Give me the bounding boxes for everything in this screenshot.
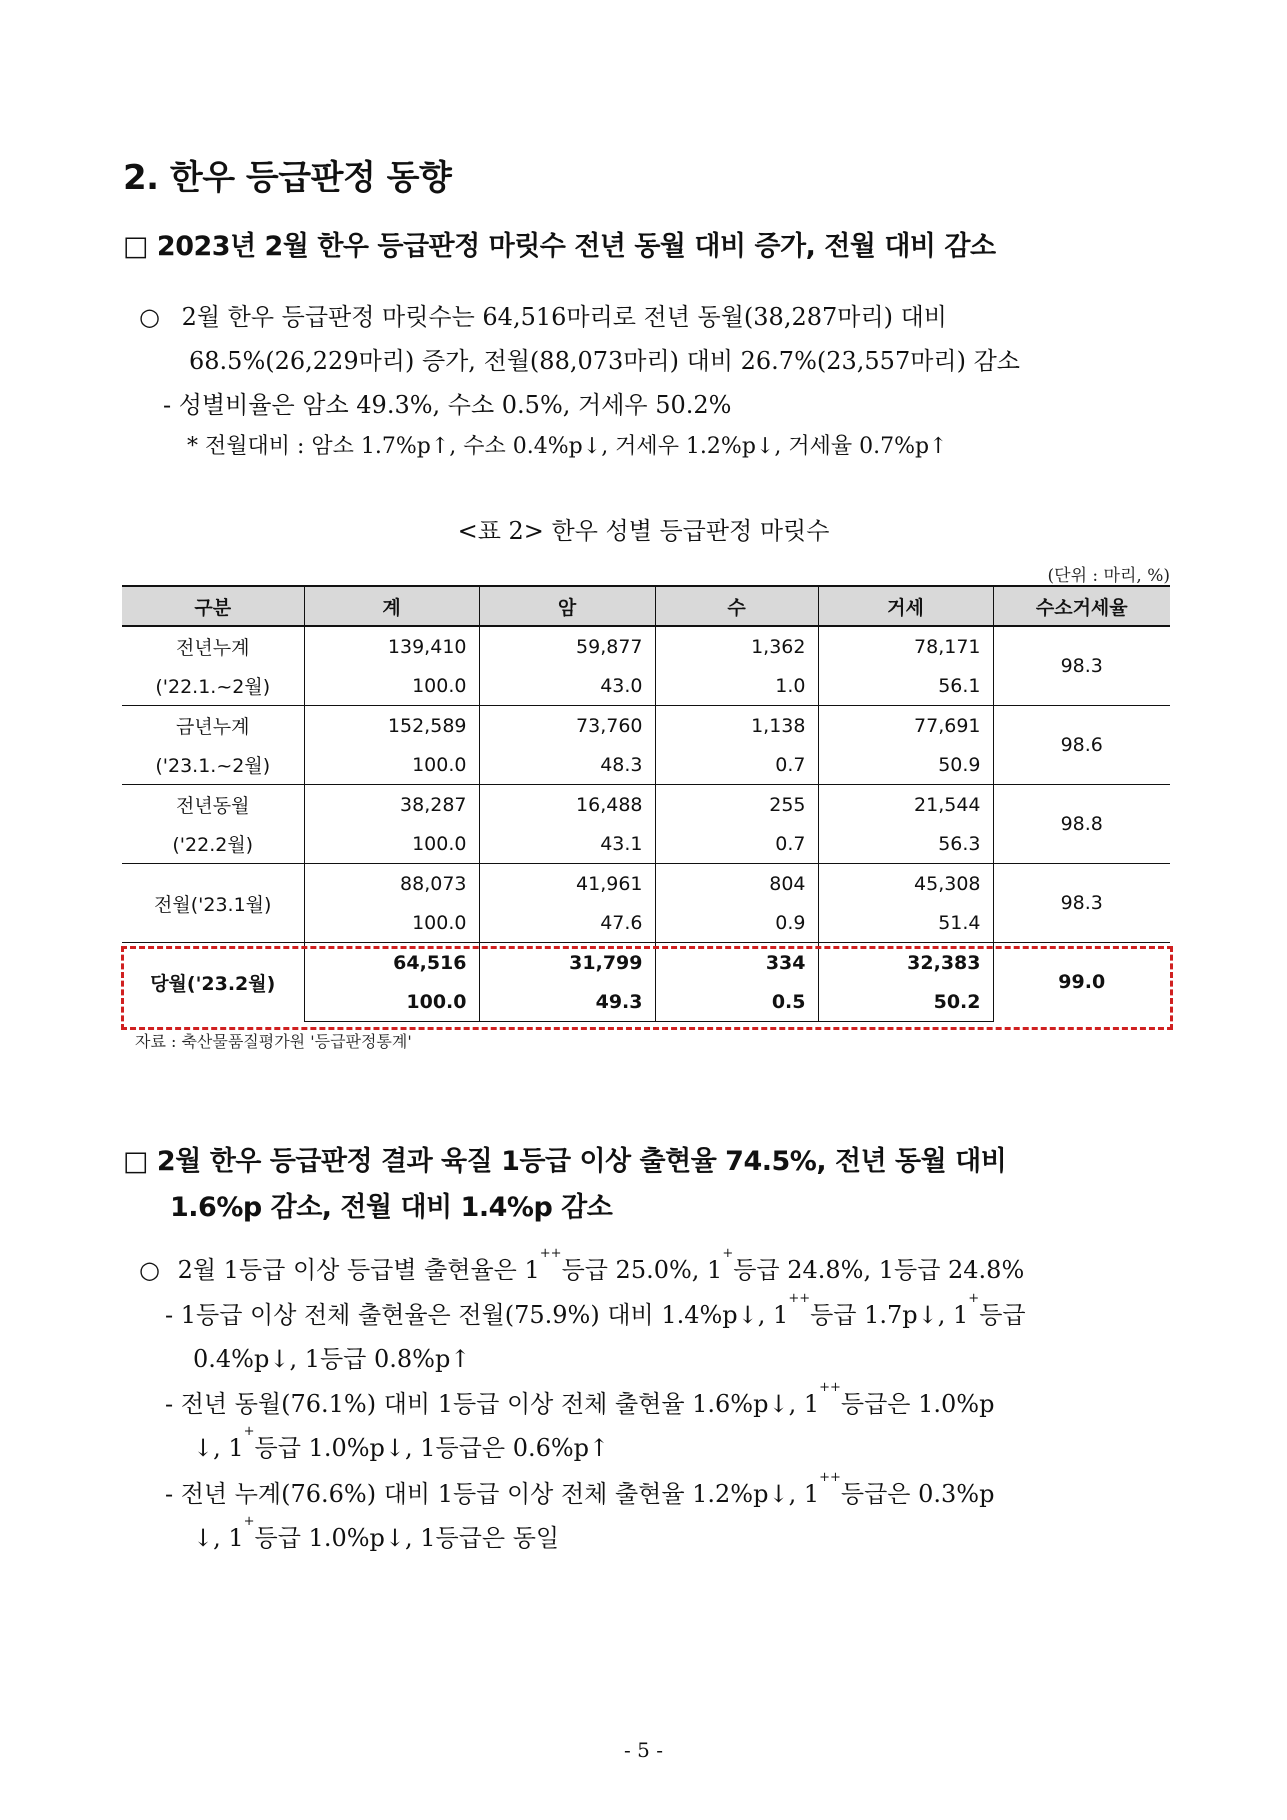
heading-2-line-1 xyxy=(123,1139,1006,1178)
cell-steer-share: 56.3 xyxy=(818,824,993,864)
s3-l2-a: ↓, 1 xyxy=(193,1524,244,1552)
paragraph-1-note: * 전월대비 : 암소 1.7%p↑, 수소 0.4%p↓, 거세우 1.2%p↓, 거세율 0.7%p↑ xyxy=(187,434,948,459)
table-row xyxy=(122,706,1170,746)
table-header-row xyxy=(122,586,1170,626)
grade-table xyxy=(122,585,1170,1022)
cell-total-share: 100.0 xyxy=(304,824,479,864)
cell-castration-rate: 98.3 xyxy=(993,626,1170,706)
heading-2-line-2: 1.6%p 감소, 전월 대비 1.4%p 감소 xyxy=(170,1192,613,1223)
s1-text-c: 등급 xyxy=(979,1301,1026,1329)
cell-male-share: 0.7 xyxy=(655,745,818,785)
section-title: 2. 한우 등급판정 동향 xyxy=(123,158,452,198)
heading-1 xyxy=(123,224,996,263)
s2-text-a: - 전년 동월(76.1%) 대비 1등급 이상 전체 출현율 1.6%p↓, 1 xyxy=(165,1390,820,1418)
cell-castration-rate: 98.6 xyxy=(993,706,1170,785)
row-period: ('23.1.~2월) xyxy=(122,745,304,785)
cell-total-share: 100.0 xyxy=(304,666,479,706)
s2-l2-b: 등급 1.0%p↓, 1등급은 0.6%p↑ xyxy=(254,1434,610,1462)
cell-steer-count: 77,691 xyxy=(818,706,993,746)
cell-male-share: 0.9 xyxy=(655,903,818,943)
cell-male-share: 0.7 xyxy=(655,824,818,864)
cell-total-share: 100.0 xyxy=(304,745,479,785)
s3-text-b: 등급은 0.3%p xyxy=(840,1480,995,1508)
row-label: 전년동월 xyxy=(122,785,304,825)
s1-text-b: 등급 1.7p↓, 1 xyxy=(810,1301,969,1329)
cell-male-count: 334 xyxy=(655,943,818,983)
cell-steer-count: 78,171 xyxy=(818,626,993,666)
cell-total-count: 64,516 xyxy=(304,943,479,983)
cell-female-share: 48.3 xyxy=(479,745,655,785)
table-row xyxy=(122,626,1170,666)
row-label: 전월('23.1월) xyxy=(122,864,304,943)
paragraph-1-sub: - 성별비율은 암소 49.3%, 수소 0.5%, 거세우 50.2% xyxy=(163,391,732,419)
paragraph-2-sub-2 xyxy=(165,1380,995,1419)
cell-total-count: 152,589 xyxy=(304,706,479,746)
header-female: 암 xyxy=(479,586,655,626)
cell-steer-count: 21,544 xyxy=(818,785,993,825)
table-row xyxy=(122,785,1170,825)
header-male: 수 xyxy=(655,586,818,626)
s2-l2-a: ↓, 1 xyxy=(193,1434,244,1462)
cell-steer-share: 56.1 xyxy=(818,666,993,706)
paragraph-2-sub-2-line-2 xyxy=(193,1424,610,1463)
p2-sup-1: ++ xyxy=(539,1246,562,1261)
cell-male-count: 1,138 xyxy=(655,706,818,746)
cell-castration-rate: 98.3 xyxy=(993,864,1170,943)
s2-text-b: 등급은 1.0%p xyxy=(840,1390,995,1418)
cell-castration-rate: 99.0 xyxy=(993,943,1170,1022)
paragraph-2-sub-1 xyxy=(165,1291,1026,1330)
p2-text-a: 2월 1등급 이상 등급별 출현율은 1 xyxy=(177,1256,540,1284)
circle-bullet: ○ xyxy=(139,1256,160,1284)
cell-male-share: 1.0 xyxy=(655,666,818,706)
table-source: 자료 : 축산물품질평가원 '등급판정통계' xyxy=(135,1032,412,1051)
cell-female-share: 43.0 xyxy=(479,666,655,706)
cell-steer-count: 32,383 xyxy=(818,943,993,983)
cell-total-count: 38,287 xyxy=(304,785,479,825)
cell-steer-share: 50.9 xyxy=(818,745,993,785)
page-number: - 5 - xyxy=(624,1738,663,1762)
paragraph-2-sub-3-line-2 xyxy=(193,1514,560,1553)
cell-total-share: 100.0 xyxy=(304,903,479,943)
header-steer: 거세 xyxy=(818,586,993,626)
cell-steer-count: 45,308 xyxy=(818,864,993,904)
cell-female-share: 49.3 xyxy=(479,982,655,1022)
s3-text-a: - 전년 누계(76.6%) 대비 1등급 이상 전체 출현율 1.2%p↓, 1 xyxy=(165,1480,820,1508)
p2-text-c: 등급 24.8%, 1등급 24.8% xyxy=(733,1256,1025,1284)
paragraph-2-line-1 xyxy=(139,1246,1025,1285)
cell-male-count: 255 xyxy=(655,785,818,825)
s1-text-a: - 1등급 이상 전체 출현율은 전월(75.9%) 대비 1.4%p↓, 1 xyxy=(165,1301,789,1329)
s2-sup-2: + xyxy=(243,1424,255,1439)
paragraph-2-sub-3 xyxy=(165,1470,995,1509)
s3-l2-b: 등급 1.0%p↓, 1등급은 동일 xyxy=(254,1524,560,1552)
circle-bullet: ○ xyxy=(139,303,160,331)
row-label: 금년누계 xyxy=(122,706,304,746)
s3-sup-2: + xyxy=(243,1514,255,1529)
table-row-current xyxy=(122,943,1170,983)
table-caption: <표 2> 한우 성별 등급판정 마릿수 xyxy=(457,517,830,545)
row-period: ('22.2월) xyxy=(122,824,304,864)
paragraph-1-line-2: 68.5%(26,229마리) 증가, 전월(88,073마리) 대비 26.7%(23,557마리) 감소 xyxy=(189,347,1020,375)
cell-steer-share: 50.2 xyxy=(818,982,993,1022)
heading-2-text-1: 2월 한우 등급판정 결과 육질 1등급 이상 출현율 74.5%, 전년 동월 대비 xyxy=(156,1146,1007,1177)
s2-sup-1: ++ xyxy=(819,1380,841,1395)
heading-1-text: 2023년 2월 한우 등급판정 마릿수 전년 동월 대비 증가, 전월 대비 감소 xyxy=(156,231,996,262)
header-castration-rate: 수소거세율 xyxy=(993,586,1170,626)
p2-text-b: 등급 25.0%, 1 xyxy=(561,1256,723,1284)
s3-sup-1: ++ xyxy=(819,1470,841,1485)
s1-sup-2: + xyxy=(968,1291,980,1306)
paragraph-1-line-1 xyxy=(139,297,947,332)
row-period: ('22.1.~2월) xyxy=(122,666,304,706)
p2-sup-2: + xyxy=(722,1246,734,1261)
cell-total-count: 139,410 xyxy=(304,626,479,666)
cell-male-count: 1,362 xyxy=(655,626,818,666)
row-label: 당월('23.2월) xyxy=(122,943,304,1022)
heading-2-marker: □ xyxy=(123,1146,149,1177)
cell-male-count: 804 xyxy=(655,864,818,904)
cell-female-count: 31,799 xyxy=(479,943,655,983)
cell-total-count: 88,073 xyxy=(304,864,479,904)
header-category: 구분 xyxy=(122,586,304,626)
paragraph-1-text-1: 2월 한우 등급판정 마릿수는 64,516마리로 전년 동월(38,287마리) 대비 xyxy=(181,303,947,331)
cell-castration-rate: 98.8 xyxy=(993,785,1170,864)
cell-total-share: 100.0 xyxy=(304,982,479,1022)
cell-female-count: 73,760 xyxy=(479,706,655,746)
table-row xyxy=(122,864,1170,904)
s1-sup-1: ++ xyxy=(788,1291,811,1306)
cell-female-share: 43.1 xyxy=(479,824,655,864)
cell-steer-share: 51.4 xyxy=(818,903,993,943)
table-unit: (단위 : 마리, %) xyxy=(1047,566,1170,586)
row-label: 전년누계 xyxy=(122,626,304,666)
heading-1-marker: □ xyxy=(123,231,149,262)
cell-female-count: 41,961 xyxy=(479,864,655,904)
paragraph-2-sub-1-line-2: 0.4%p↓, 1등급 0.8%p↑ xyxy=(193,1345,471,1373)
cell-female-count: 16,488 xyxy=(479,785,655,825)
header-total: 계 xyxy=(304,586,479,626)
cell-female-share: 47.6 xyxy=(479,903,655,943)
cell-male-share: 0.5 xyxy=(655,982,818,1022)
cell-female-count: 59,877 xyxy=(479,626,655,666)
